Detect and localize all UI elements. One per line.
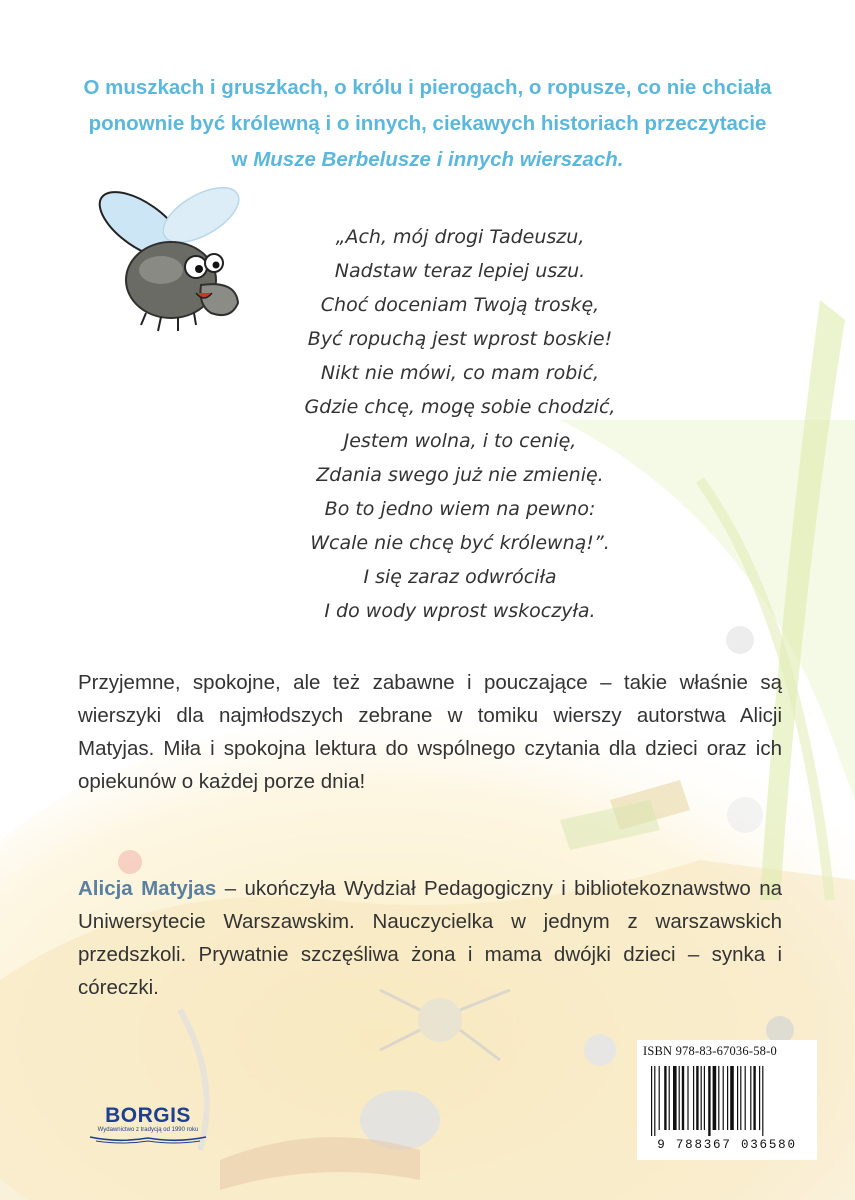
barcode-bar [740,1066,741,1130]
poem-line: I do wody wprost wskoczyła. [324,600,596,622]
poem [220,220,700,628]
poem-line: Wcale nie chcę być królewną!”. [310,532,610,554]
intro-line [60,142,795,178]
intro-line: O muszkach i gruszkach, o królu i pierogach, o ropusze, co nie chciała [83,76,772,99]
barcode-bar [679,1066,680,1130]
barcode-bar [651,1066,652,1136]
barcode-bar [745,1066,746,1130]
intro-paragraph [60,70,795,178]
isbn-label: ISBN 978-83-67036-58-0 [643,1044,777,1058]
barcode-bar [701,1066,702,1130]
barcode-digits: 9 788367 036580 [657,1138,797,1152]
barcode-bar [727,1066,728,1130]
book-title: Musze Berbelusze i innych wierszach. [253,148,624,171]
barcode-bar [664,1066,666,1130]
barcode-bar [759,1066,760,1130]
poem-line: Jestem wolna, i to cenię, [343,430,577,452]
barcode-bar [737,1066,738,1130]
author-bio-text: – ukończyła Wydział Pedagogiczny i bibliotekoznawstwo na Uniwersytecie Warszawskim. Nauczycielka w jednym z warszawskich przedszkoli. Prywatnie szczęśliwa żona i mama dwójki dzieci – synka i córeczki. [78,877,782,999]
barcode-bar [704,1066,705,1130]
barcode-bar [708,1066,710,1136]
barcode-bar [659,1066,660,1130]
author-bio [78,872,782,1004]
fly-body-highlight [139,256,183,284]
poem-line: „Ach, mój drogi Tadeuszu, [335,226,585,248]
barcode-bar [682,1066,684,1130]
barcode-bar [723,1066,724,1130]
publisher-logo [78,1100,218,1150]
barcode-bar [762,1066,763,1136]
barcode-bar [730,1066,734,1130]
barcode-bar [713,1066,717,1130]
poem-line: Choć doceniam Twoją troskę, [320,294,600,316]
barcode [647,1066,807,1136]
open-book-icon [88,1134,208,1144]
intro-line-prefix: w [231,148,254,171]
poem-line: Być ropuchą jest wprost boskie! [307,328,613,350]
barcode-bar [687,1066,688,1130]
barcode-bar [718,1066,719,1130]
poem-line: Zdania swego już nie zmienię. [316,464,604,486]
barcode-bar [693,1066,694,1130]
author-name: Alicja Matyjas [78,877,217,900]
barcode-bar [753,1066,755,1130]
poem-line: Bo to jedno wiem na pewno: [324,498,596,520]
poem-line: Nikt nie mówi, co mam robić, [320,362,600,384]
isbn-block [637,1040,817,1160]
book-description: Przyjemne, spokojne, ale też zabawne i pouczające – takie właśnie są wierszyki dla najmłodszych zebrane w tomiku wierszy autorstwa Alicji Matyjas. Miła i spokojna lektura do wspólnego czytania dla dzieci oraz ich opiekunów o każdej porze dnia! [78,671,782,793]
barcode-bar [696,1066,698,1130]
poem-line: Nadstaw teraz lepiej uszu. [334,260,586,282]
publisher-name: BORGIS [105,1104,191,1127]
poem-line: Gdzie chcę, mogę sobie chodzić, [304,396,616,418]
barcode-bar [669,1066,670,1130]
barcode-bar [673,1066,677,1130]
poem-line: I się zaraz odwróciła [363,566,557,588]
barcode-bar [654,1066,655,1136]
intro-line: ponownie być królewną i o innych, ciekawych historiach przeczytacie [88,112,767,135]
barcode-bar [750,1066,751,1130]
publisher-tagline: Wydawnictwo z tradycją od 1990 roku [97,1127,199,1133]
